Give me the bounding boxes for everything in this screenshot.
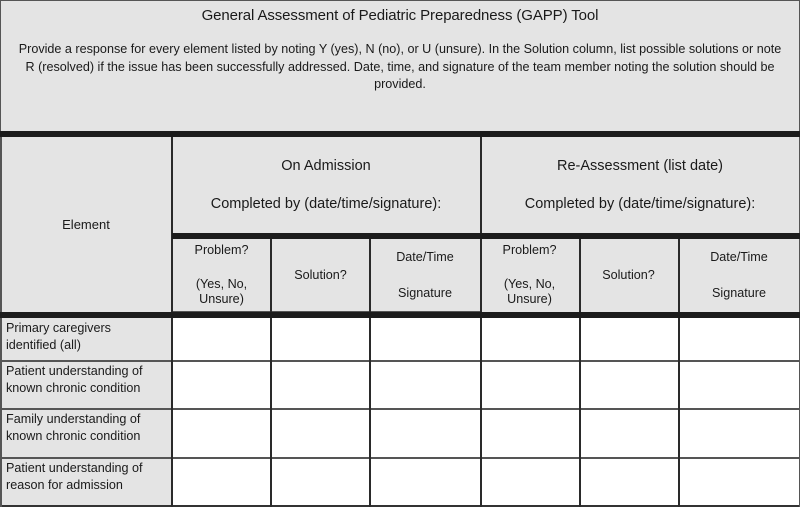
col-header-text: Unsure) [507, 292, 552, 307]
col-header-datetime [370, 239, 480, 312]
col-header-text: Solution? [294, 267, 347, 282]
col-header-problem [172, 239, 271, 312]
table-row-element [0, 318, 172, 360]
divider-thick [0, 312, 800, 318]
group-header-on-admission [172, 137, 480, 233]
divider-thick [172, 233, 800, 239]
col-header-text: Date/Time [396, 250, 454, 264]
col-header-text: Unsure) [199, 292, 244, 307]
col-divider [171, 137, 173, 507]
element-text: Patient understanding of [6, 364, 143, 378]
data-entry-area[interactable] [172, 318, 800, 507]
col-header-text: Problem? [502, 243, 557, 258]
form-title: General Assessment of Pediatric Preparedness (GAPP) Tool [201, 7, 599, 24]
col-header-text: Solution? [602, 267, 655, 282]
col-divider [270, 239, 272, 507]
table-row-element [0, 409, 172, 457]
element-text: Family understanding of [6, 412, 141, 426]
row-divider [0, 360, 800, 362]
element-text: known chronic condition [6, 381, 141, 395]
col-divider [0, 137, 2, 507]
col-divider [678, 239, 680, 507]
group-completed-by: Completed by (date/time/signature): [524, 196, 756, 212]
group-title: On Admission [281, 158, 371, 174]
row-divider [0, 457, 800, 459]
row-divider [0, 505, 800, 507]
col-header-text: Signature [712, 285, 766, 300]
element-header [0, 137, 172, 312]
col-header-text: Signature [398, 285, 452, 300]
element-text: known chronic condition [6, 429, 141, 443]
element-header-label: Element [62, 217, 110, 232]
col-header-datetime [678, 239, 800, 312]
group-title: Re-Assessment (list date) [557, 158, 723, 174]
element-text: Patient understanding of [6, 461, 143, 475]
col-header-text: Date/Time [710, 250, 768, 264]
col-divider [480, 137, 482, 507]
table-row-element [0, 458, 172, 507]
row-divider [0, 408, 800, 410]
table-row-element [0, 361, 172, 408]
col-header-solution [579, 239, 678, 312]
col-divider [369, 239, 371, 507]
col-header-solution [271, 239, 370, 312]
col-header-text: (Yes, No, [195, 276, 248, 291]
element-text: reason for admission [6, 478, 123, 492]
element-text: Primary caregivers [6, 321, 111, 335]
form-header [0, 0, 800, 131]
form-instructions: Provide a response for every element listed by noting Y (yes), N (no), or U (unsure). In the Solution column, list possible solutions or note R (resolved) if the issue has been successfully addressed. Date, time, and signature of the team member noting the solution should be provided. [18, 42, 782, 91]
element-text: identified (all) [6, 338, 81, 352]
group-completed-by: Completed by (date/time/signature): [210, 196, 442, 212]
group-header-reassessment [480, 137, 800, 233]
col-divider [579, 239, 581, 507]
col-header-text: (Yes, No, [503, 276, 556, 291]
col-header-text: Problem? [194, 243, 249, 258]
col-header-problem [480, 239, 579, 312]
